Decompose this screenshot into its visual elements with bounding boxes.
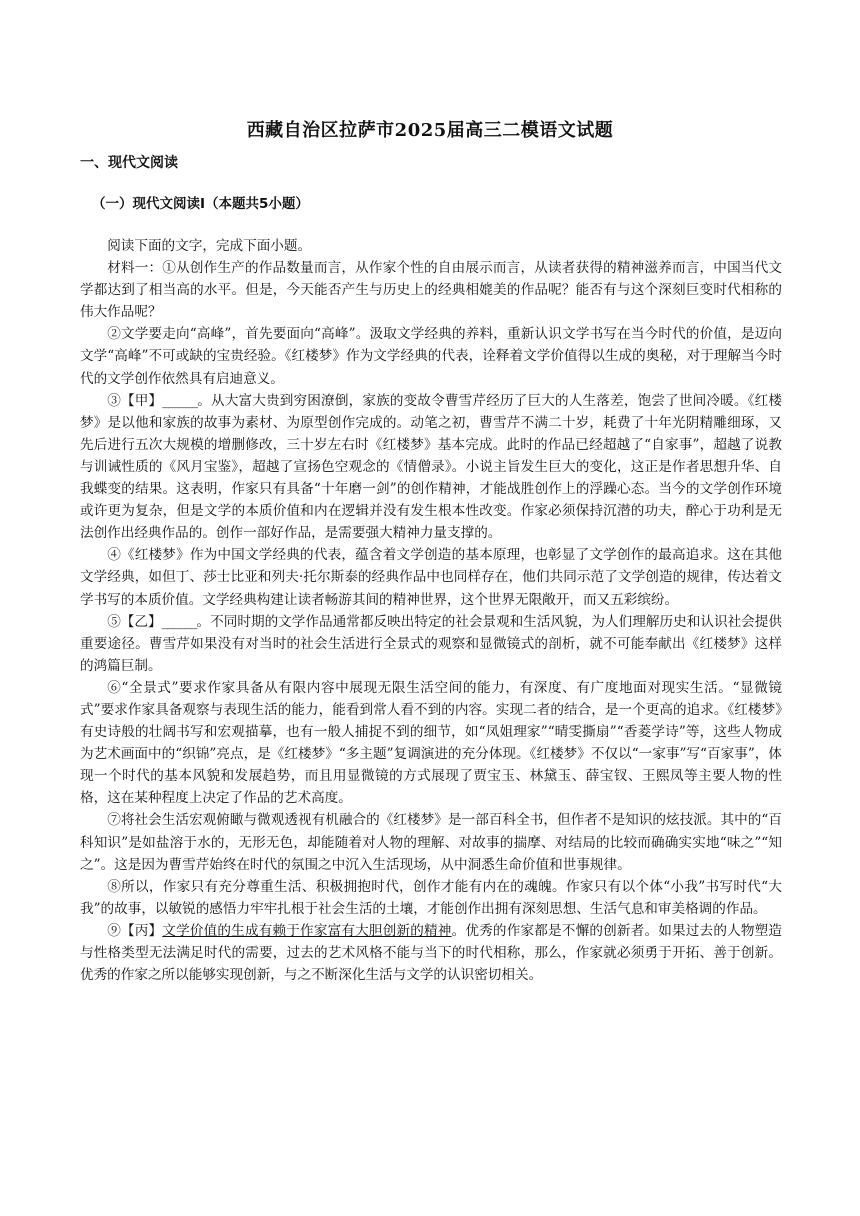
section-heading: 一、现代文阅读 <box>80 155 178 171</box>
underlined-sentence: 文学价值的生成有赖于作家富有大胆创新的精神 <box>162 922 452 939</box>
paragraph-8: ⑧所以，作家只有充分尊重生活、积极拥抱时代，创作才能有内在的魂魄。作家只有以个体“小我”书写时代“大我”的故事，以敏锐的感悟力牢牢扎根于社会生活的土壤，才能创作出拥有深刻思想、生活气息和审美格调的作品。 <box>80 878 782 917</box>
paragraph-9 <box>80 920 782 986</box>
paragraph-2: ②文学要走向“高峰”，首先要面向“高峰”。汲取文学经典的养料，重新认识文学书写在当今时代的价值，是迈向文学“高峰”不可或缺的宝贵经验。《红楼梦》作为文学经典的代表，诠释着文学价值得以生成的奥秘，对于理解当今时代的文学创作依然具有启迪意义。 <box>80 326 782 387</box>
paragraph-7: ⑦将社会生活宏观俯瞰与微观透视有机融合的《红楼梦》是一部百科全书，但作者不是知识的炫技派。其中的“百科知识”是如盐溶于水的，无形无色，却能随着对人物的理解、对故事的揣摩、对结局的比较而确确实实地“味之”“知之”。这是因为曹雪芹始终在时代的氛围之中沉入生活现场，从中洞悉生命价值和世事规律。 <box>80 812 782 873</box>
document-title: 西藏自治区拉萨市2025届高三二模语文试题 <box>246 120 614 141</box>
marker-yi: ⑤【乙】 <box>107 613 162 630</box>
instruction-paragraph: 阅读下面的文字，完成下面小题。 <box>107 238 312 254</box>
paragraph-3 <box>80 390 782 545</box>
paragraph-3-text: 。从大富大贵到穷困潦倒，家族的变故令曹雪芹经历了巨大的人生落差，饱尝了世间冷暖。《红楼梦》是以他和家族的故事为素材、为原型创作完成的。动笔之初，曹雪芹不满二十岁，耗费了十年光阴精雕细琢，又先后进行五次大规模的增删修改，三十岁左右时《红楼梦》基本完成。此时的作品已经超越了“自家事”，超越了说教与训诫性质的《风月宝鉴》，超越了宣扬色空观念的《情僧录》。小说主旨发生巨大的变化，这正是作者思想升华、自我蝶变的结果。这表明，作家只有具备“十年磨一剑”的创作精神，才能战胜创作上的浮躁心态。当今的文学创作环境或许更为复杂，但是文学的本质价值和内在逻辑并没有发生根本性改变。作家必须保持沉潜的功夫，醉心于功利是无法创作出经典作品的。创作一部好作品，是需要强大精神力量支撑的。 <box>80 392 783 542</box>
paragraph-5-text: 。不同时期的文学作品通常都反映出特定的社会景观和生活风貌，为人们理解历史和认识社会提供重要途径。曹雪芹如果没有对当时的社会生活进行全景式的观察和显微镜式的剖析，就不可能奉献出《红楼梦》这样的鸿篇巨制。 <box>80 613 783 674</box>
fill-blank-yi: ______ <box>161 613 197 630</box>
paragraph-5 <box>80 611 782 677</box>
marker-bing: ⑨【丙】 <box>107 922 163 939</box>
marker-jia: ③【甲】 <box>107 392 163 409</box>
paragraph-6: ⑥“全景式”要求作家具备从有限内容中展现无限生活空间的能力，有深度、有广度地面对现实生活。“显微镜式”要求作家具备观察与表现生活的能力，能看到常人看不到的内容。实现二者的结合，是一个更高的追求。《红楼梦》有史诗般的壮阔书写和宏观描摹，也有一般人捕捉不到的细节，如“凤姐理家”“晴雯撕扇”“香菱学诗”等，这些人物成为艺术画面中的“织锦”亮点，是《红楼梦》“多主题”复调演进的充分体现。《红楼梦》不仅以“一家事”写“百家事”，体现一个时代的基本风貌和发展趋势，而且用显微镜的方式展现了贾宝玉、林黛玉、薛宝钗、王熙凤等主要人物的性格，这在某种程度上决定了作品的艺术高度。 <box>80 679 782 807</box>
fill-blank-jia: ______ <box>162 392 198 409</box>
paragraph-9-text: 。优秀的作家都是不懈的创新者。如果过去的人物塑造与性格类型无法满足时代的需要，过去的艺术风格不能与当下的时代相称，那么，作家就必须勇于开拓、善于创新。优秀的作家之所以能够实现创新，与之不断深化生活与文学的认识密切相关。 <box>80 922 783 984</box>
subsection-heading: （一）现代文阅读Ⅰ（本题共5小题） <box>92 196 309 212</box>
reading-passage <box>80 235 782 986</box>
paragraph-1: 材料一：①从创作生产的作品数量而言，从作家个性的自由展示而言，从读者获得的精神滋养而言，中国当代文学都达到了相当高的水平。但是，今天能否产生与历史上的经典相媲美的作品呢？能否有与这个深刻巨变时代相称的伟大作品呢？ <box>80 260 782 321</box>
paragraph-4: ④《红楼梦》作为中国文学经典的代表，蕴含着文学创造的基本原理，也彰显了文学创作的最高追求。这在其他文学经典，如但丁、莎士比亚和列夫·托尔斯泰的经典作品中也同样存在，他们共同示范了文学创造的规律，传达着文学书写的本质价值。文学经典构建让读者畅游其间的精神世界，这个世界无限敞开，而又五彩缤纷。 <box>80 547 782 608</box>
